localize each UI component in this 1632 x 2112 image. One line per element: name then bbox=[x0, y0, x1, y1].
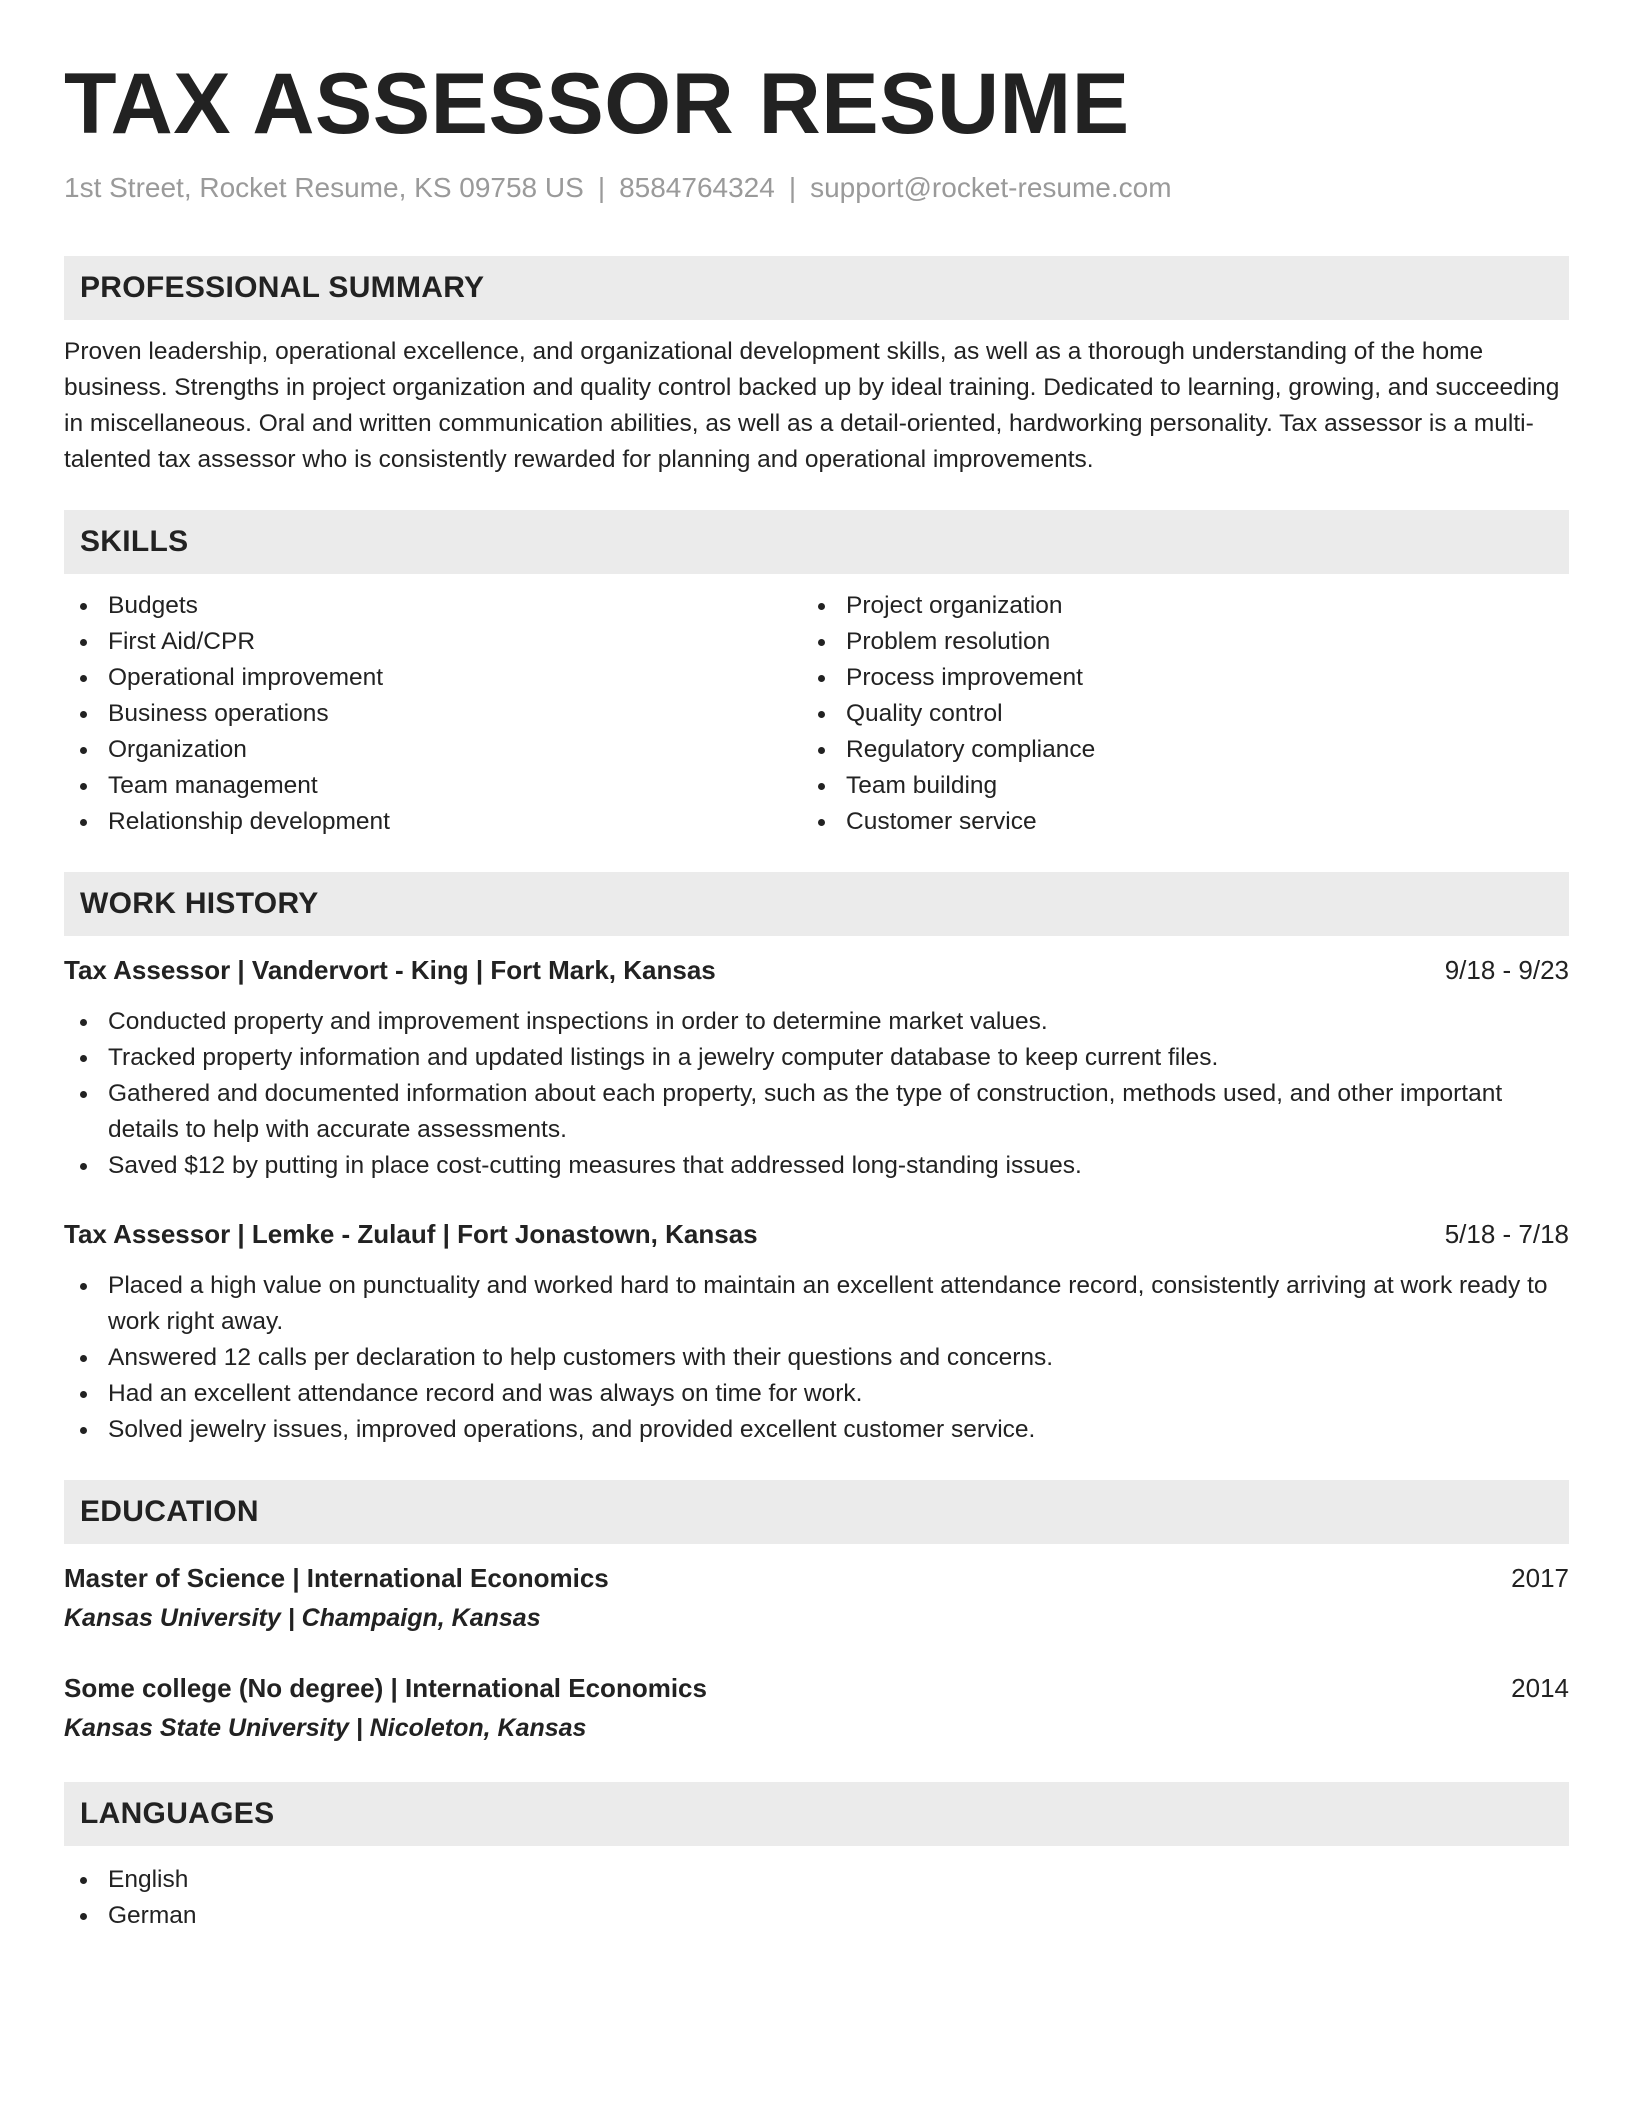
skill-item: Budgets bbox=[64, 588, 802, 624]
contact-email: support@rocket-resume.com bbox=[810, 172, 1172, 203]
job-header bbox=[64, 1216, 1569, 1252]
education-degree: Some college (No degree) | International Economics bbox=[64, 1673, 707, 1703]
job-bullet: Saved $12 by putting in place cost-cutting measures that addressed long-standing issues. bbox=[64, 1148, 1569, 1184]
contact-separator: | bbox=[597, 172, 606, 203]
language-item: English bbox=[64, 1862, 1569, 1898]
skill-item: First Aid/CPR bbox=[64, 624, 802, 660]
skill-item: Process improvement bbox=[802, 660, 1562, 696]
skill-item: Operational improvement bbox=[64, 660, 802, 696]
resume-title: TAX ASSESSOR RESUME bbox=[64, 56, 1130, 152]
education-entry bbox=[64, 1560, 1569, 1636]
contact-line bbox=[64, 168, 1569, 208]
education-school: Kansas State University | Nicoleton, Kansas bbox=[64, 1714, 587, 1742]
languages-list bbox=[64, 1862, 1569, 1934]
skill-item: Team management bbox=[64, 768, 802, 804]
job-entry bbox=[64, 1216, 1569, 1448]
skill-item: Business operations bbox=[64, 696, 802, 732]
section-header-education: EDUCATION bbox=[64, 1480, 1569, 1544]
job-bullets bbox=[64, 1268, 1569, 1448]
job-title: Tax Assessor | Lemke - Zulauf | Fort Jonastown, Kansas bbox=[64, 1219, 758, 1249]
language-item: German bbox=[64, 1898, 1569, 1934]
job-bullets bbox=[64, 1004, 1569, 1184]
contact-address: 1st Street, Rocket Resume, KS 09758 US bbox=[64, 172, 584, 203]
education-year: 2017 bbox=[1511, 1563, 1569, 1593]
section-header-skills: SKILLS bbox=[64, 510, 1569, 574]
contact-phone: 8584764324 bbox=[619, 172, 775, 203]
skill-item: Project organization bbox=[802, 588, 1562, 624]
job-header bbox=[64, 952, 1569, 988]
skill-item: Relationship development bbox=[64, 804, 802, 840]
section-header-summary: PROFESSIONAL SUMMARY bbox=[64, 256, 1569, 320]
skill-item: Problem resolution bbox=[802, 624, 1562, 660]
job-dates: 9/18 - 9/23 bbox=[1444, 955, 1569, 985]
job-entry bbox=[64, 952, 1569, 1184]
job-title: Tax Assessor | Vandervort - King | Fort Mark, Kansas bbox=[64, 955, 716, 985]
education-year: 2014 bbox=[1511, 1673, 1569, 1703]
contact-separator: | bbox=[788, 172, 797, 203]
education-degree: Master of Science | International Economics bbox=[64, 1563, 609, 1593]
job-bullet: Placed a high value on punctuality and worked hard to maintain an excellent attendance record, consistently arriving at work ready to work right away. bbox=[64, 1268, 1569, 1340]
skills-column-left bbox=[64, 588, 802, 840]
job-dates: 5/18 - 7/18 bbox=[1444, 1219, 1569, 1249]
skill-item: Team building bbox=[802, 768, 1562, 804]
job-bullet: Conducted property and improvement inspections in order to determine market values. bbox=[64, 1004, 1569, 1040]
education-header bbox=[64, 1670, 1569, 1706]
education-school: Kansas University | Champaign, Kansas bbox=[64, 1604, 541, 1632]
job-bullet: Answered 12 calls per declaration to help customers with their questions and concerns. bbox=[64, 1340, 1569, 1376]
job-bullet: Solved jewelry issues, improved operations, and provided excellent customer service. bbox=[64, 1412, 1569, 1448]
education-header bbox=[64, 1560, 1569, 1596]
skills-list bbox=[64, 588, 1569, 840]
skills-column-right bbox=[802, 588, 1562, 840]
summary-text: Proven leadership, operational excellence, and organizational development skills, as well as a thorough understanding of the home business. Strengths in project organization and quality control backed up by ideal training. Dedicated to learning, growing, and succeeding in miscellaneous. Oral and written communication abilities, as well as a detail-oriented, hardworking personality. Tax assessor is a multi-talented tax assessor who is consistently rewarded for planning and operational improvements. bbox=[64, 338, 1560, 473]
education-entry bbox=[64, 1670, 1569, 1746]
job-bullet: Had an excellent attendance record and was always on time for work. bbox=[64, 1376, 1569, 1412]
skill-item: Quality control bbox=[802, 696, 1562, 732]
job-bullet: Tracked property information and updated listings in a jewelry computer database to keep current files. bbox=[64, 1040, 1569, 1076]
section-header-languages: LANGUAGES bbox=[64, 1782, 1569, 1846]
section-header-work-history: WORK HISTORY bbox=[64, 872, 1569, 936]
skill-item: Organization bbox=[64, 732, 802, 768]
skill-item: Regulatory compliance bbox=[802, 732, 1562, 768]
skill-item: Customer service bbox=[802, 804, 1562, 840]
job-bullet: Gathered and documented information about each property, such as the type of construction, methods used, and other important details to help with accurate assessments. bbox=[64, 1076, 1569, 1148]
